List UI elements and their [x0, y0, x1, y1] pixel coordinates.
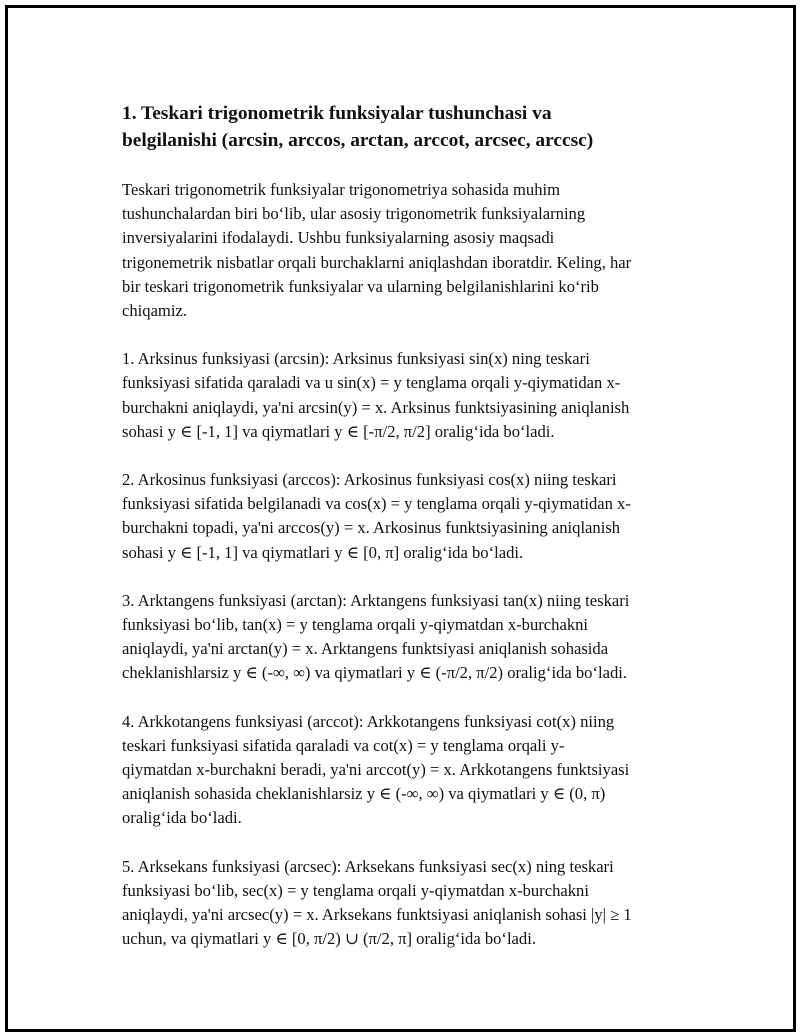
paragraph-line: inversiyalarini ifodalaydi. Ushbu funksiyalarning asosiy maqsadi: [122, 228, 555, 248]
paragraph-line: bir teskari trigonometrik funksiyalar va ularning belgilanishlarini ko‘rib: [122, 276, 599, 296]
arccos-paragraph: [122, 468, 702, 565]
paragraph-line: cheklanishlarsiz y ∈ (-∞, ∞) va qiymatlari y ∈ (-π/2, π/2) oralig‘ida bo‘ladi.: [122, 663, 628, 683]
paragraph-line: 2. Arkosinus funksiyasi (arccos): Arkosinus funksiyasi cos(x) niing teskari: [122, 470, 617, 490]
paragraph-line: funksiyasi bo‘lib, sec(x) = y tenglama orqali y-qiymatdan x-burchakni: [122, 880, 589, 900]
paragraph-line: funksiyasi sifatida belgilanadi va cos(x) = y tenglama orqali y-qiymatidan x-: [122, 494, 631, 514]
paragraph-line: oralig‘ida bo‘ladi.: [122, 808, 242, 828]
page-frame: [5, 5, 796, 1032]
arcsin-paragraph: [122, 347, 702, 444]
paragraph-line: aniqlaydi, ya'ni arcsec(y) = x. Arksekans funktsiyasi aniqlanish sohasi |y| ≥ 1: [122, 905, 632, 925]
arccot-paragraph: [122, 710, 702, 831]
paragraph-line: funksiyasi sifatida qaraladi va u sin(x) = y tenglama orqali y-qiymatidan x-: [122, 373, 621, 393]
arcsec-paragraph: [122, 855, 702, 952]
paragraph-line: Teskari trigonometrik funksiyalar trigonometriya sohasida muhim: [122, 180, 561, 199]
paragraph-line: teskari funksiyasi sifatida qaraladi va cot(x) = y tenglama orqali y-: [122, 735, 565, 755]
paragraph-line: 1. Arksinus funksiyasi (arcsin): Arksinus funksiyasi sin(x) ning teskari: [122, 349, 590, 369]
paragraph-line: 4. Arkkotangens funksiyasi (arccot): Arkkotangens funksiyasi cot(x) niing: [122, 711, 615, 731]
paragraph-line: sohasi y ∈ [-1, 1] va qiymatlari y ∈ [-π/2, π/2] oralig‘ida bo‘ladi.: [122, 421, 555, 441]
paragraph-line: funksiyasi bo‘lib, tan(x) = y tenglama orqali y-qiymatdan x-burchakni: [122, 615, 589, 635]
paragraph-line: 5. Arksekans funksiyasi (arcsec): Arksekans funksiyasi sec(x) ning teskari: [122, 856, 614, 876]
title-line: belgilanishi (arcsin, arccos, arctan, arccot, arcsec, arccsc): [122, 130, 594, 151]
paragraph-line: chiqamiz.: [122, 301, 187, 321]
title-line: 1. Teskari trigonometrik funksiyalar tushunchasi va: [122, 103, 552, 124]
paragraph-line: aniqlanish sohasida cheklanishlarsiz y ∈ (-∞, ∞) va qiymatlari y ∈ (0, π): [122, 784, 606, 804]
arctan-paragraph: [122, 589, 702, 686]
paragraph-line: qiymatdan x-burchakni beradi, ya'ni arccot(y) = x. Arkkotangens funktsiyasi: [122, 760, 630, 780]
paragraph-line: aniqlaydi, ya'ni arctan(y) = x. Arktangens funktsiyasi aniqlanish sohasida: [122, 639, 609, 659]
paragraph-line: sohasi y ∈ [-1, 1] va qiymatlari y ∈ [0, π] oralig‘ida bo‘ladi.: [122, 542, 524, 562]
section-title: [122, 100, 702, 154]
paragraph-line: uchun, va qiymatlari y ∈ [0, π/2) ∪ (π/2, π] oralig‘ida bo‘ladi.: [122, 929, 536, 949]
paragraph-line: burchakni topadi, ya'ni arccos(y) = x. Arkosinus funktsiyasining aniqlanish: [122, 518, 621, 538]
paragraph-line: trigonemetrik nisbatlar orqali burchaklarni aniqlashdan iboratdir. Keling, har: [122, 252, 632, 272]
paragraph-line: 3. Arktangens funksiyasi (arctan): Arktangens funksiyasi tan(x) niing teskari: [122, 590, 630, 610]
document-body: [122, 100, 702, 975]
intro-paragraph: [122, 178, 702, 323]
paragraph-line: tushunchalardan biri bo‘lib, ular asosiy trigonometrik funksiyalarning: [122, 204, 586, 224]
paragraph-line: burchakni aniqlaydi, ya'ni arcsin(y) = x. Arksinus funktsiyasining aniqlanish: [122, 397, 630, 417]
